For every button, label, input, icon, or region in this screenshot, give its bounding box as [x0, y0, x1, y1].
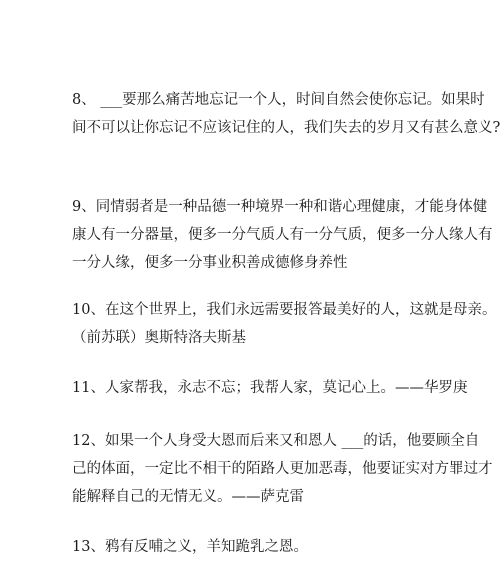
paragraph-line: 一分人缘，便多一分事业积善成德修身养性 — [72, 255, 348, 271]
paragraph-line: 间不可以让你忘记不应该记住的人，我们失去的岁月又有甚么意义? — [72, 120, 500, 136]
quote-paragraph-10 — [72, 296, 497, 352]
paragraph-line: 己的体面，一定比不相干的陌路人更加恶毒，他要证实对方罪过才 — [72, 461, 493, 477]
quote-paragraph-8 — [72, 86, 500, 142]
quote-paragraph-12 — [72, 427, 493, 511]
quote-paragraph-11 — [72, 374, 468, 402]
quote-paragraph-13 — [72, 533, 444, 561]
paragraph-line: 13、鸦有反哺之义，羊知跪乳之恩。 — [72, 539, 308, 555]
paragraph-line: 11、人家帮我，永志不忘；我帮人家，莫记心上。——华罗庚 — [72, 380, 468, 396]
paragraph-line: 康人有一分器量，便多一分气质人有一分气质，便多一分人缘人有 — [72, 227, 493, 243]
quote-paragraph-9 — [72, 193, 493, 277]
paragraph-line: 8、 ___要那么痛苦地忘记一个人，时间自然会使你忘记。如果时 — [72, 92, 485, 108]
paragraph-line: 能解释自己的无情无义。——萨克雷 — [72, 489, 304, 505]
paragraph-line: （前苏联）奥斯特洛夫斯基 — [72, 330, 246, 346]
paragraph-line: 10、在这个世界上，我们永远需要报答最美好的人，这就是母亲。 — [72, 302, 497, 318]
paragraph-line: 12、如果一个人身受大恩而后来又和恩人 ___的话，他要顾全自 — [72, 433, 480, 449]
paragraph-line: 9、同情弱者是一种品德一种境界一种和谐心理健康，才能身体健 — [72, 199, 488, 215]
